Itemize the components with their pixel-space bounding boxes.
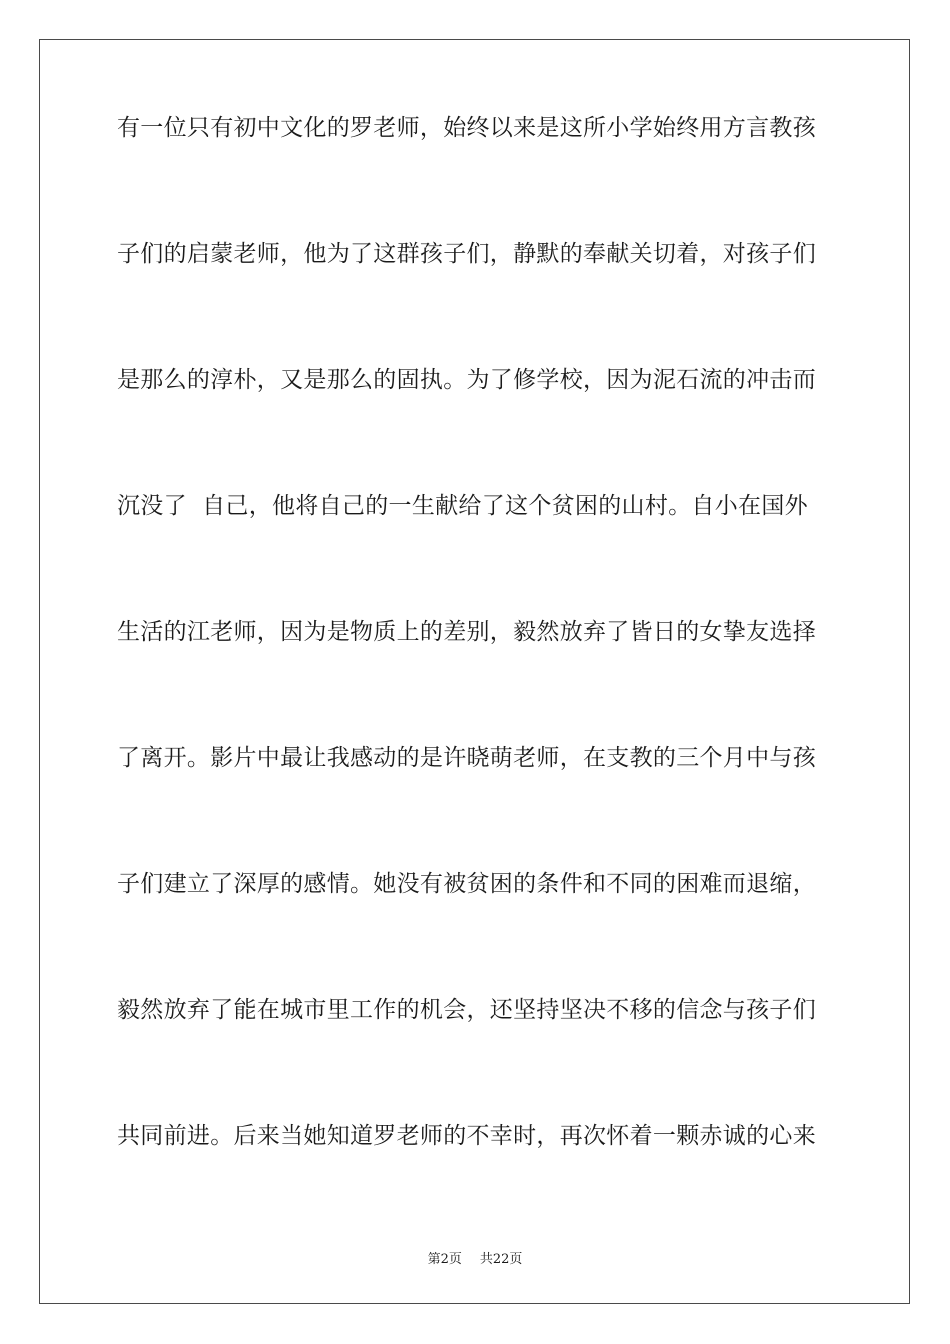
text-line: 毅然放弃了能在城市里工作的机会，还坚持坚决不移的信念与孩子们 [117,997,816,1023]
text-line: 有一位只有初中文化的罗老师，始终以来是这所小学始终用方言教孩 [117,115,816,141]
text-line: 了离开。影片中最让我感动的是许晓萌老师，在支教的三个月中与孩 [117,745,816,771]
page-footer [0,1248,950,1267]
text-line: 沉没了 自己，他将自己的一生献给了这个贫困的山村。自小在国外 [117,493,808,519]
text-line: 子们建立了深厚的感情。她没有被贫困的条件和不同的困难而退缩， [117,871,816,897]
text-line: 子们的启蒙老师，他为了这群孩子们，静默的奉献关切着，对孩子们 [117,241,816,267]
page-total: 共22页 [479,1252,523,1267]
text-line: 生活的江老师，因为是物质上的差别，毅然放弃了皆日的女挚友选择 [117,619,816,645]
text-line: 共同前进。后来当她知道罗老师的不幸时，再次怀着一颗赤诚的心来 [117,1123,816,1149]
document-body [117,115,837,1240]
text-line: 是那么的淳朴，又是那么的固执。为了修学校，因为泥石流的冲击而 [117,367,816,393]
page-number: 第2页 [427,1252,462,1267]
